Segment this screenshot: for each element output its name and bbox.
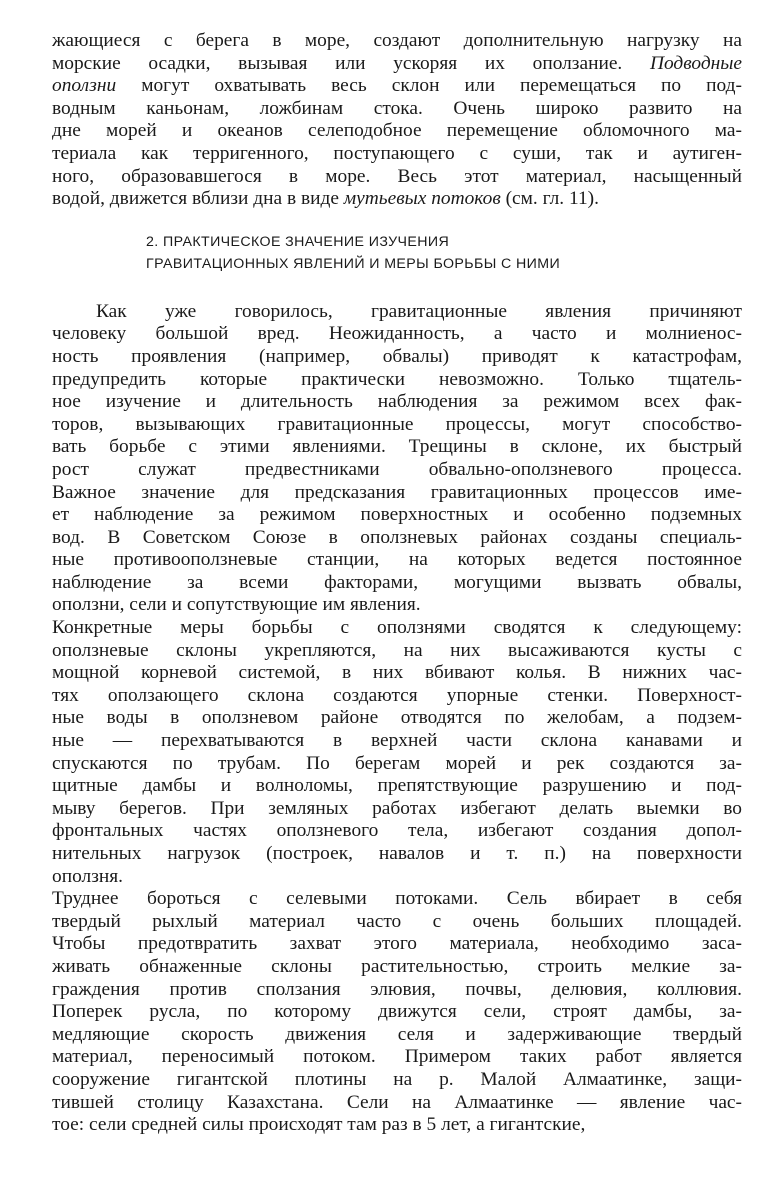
text-line (52, 120, 742, 143)
italic-term: оползни (52, 75, 117, 97)
text-line (52, 369, 742, 392)
text-line (52, 166, 742, 189)
text-line (52, 572, 742, 595)
text-run: тях оползающего склона создаются упорные стенки. Поверхност- (52, 684, 742, 706)
paragraph (52, 30, 742, 211)
text-run: Чтобы предотвратить захват этого материала, необходимо заса- (52, 933, 742, 955)
text-line (52, 436, 742, 459)
text-run: ные воды в оползневом районе отводятся по желобам, а подзем- (52, 707, 742, 729)
paragraph (52, 617, 742, 888)
text-run: человеку большой вред. Неожиданность, а часто и молниенос- (52, 323, 742, 345)
text-run: медляющие скорость движения селя и задерживающие твердый (52, 1023, 742, 1045)
text-run: ные противооползневые станции, на которых ведется постоянное (52, 549, 742, 571)
text-line (52, 662, 742, 685)
text-run: сооружение гигантской плотины на р. Малой Алмаатинке, защи- (52, 1068, 742, 1090)
text-line (52, 1069, 742, 1092)
text-line (52, 685, 742, 708)
text-run: твердый рыхлый материал часто с очень больших площадей. (52, 910, 742, 932)
text-run: вать борьбе с этими явлениями. Трещины в склоне, их быстрый (52, 436, 742, 458)
text-run: ное изучение и длительность наблюдения за режимом всех фак- (52, 391, 742, 413)
text-run: тившей столицу Казахстана. Сели на Алмаатинке — явление час- (52, 1091, 742, 1113)
italic-term: мутьевых потоков (343, 188, 501, 210)
text-line (52, 53, 742, 76)
text-line (52, 843, 742, 866)
text-run: водой, движется вблизи дна в виде (52, 188, 344, 210)
text-run: наблюдение за всеми факторами, могущими вызвать обвалы, (52, 571, 742, 593)
text-line (52, 979, 742, 1002)
text-line (52, 391, 742, 414)
text-line (52, 143, 742, 166)
text-run: фронтальных частях оползневого тела, избегают создания допол- (52, 820, 742, 842)
text-run: морские осадки, вызывая или ускоряя их оползание. (52, 52, 650, 74)
text-run: спускаются по трубам. По берегам морей и рек создаются за- (52, 752, 742, 774)
text-line (52, 798, 742, 821)
text-run: оползня. (52, 865, 123, 887)
text-run: ные — перехватываются в верхней части склона канавами и (52, 730, 742, 752)
text-line (52, 482, 742, 505)
italic-term: Подводные (649, 52, 742, 74)
text-line (52, 188, 742, 211)
text-run: материал, переносимый потоком. Примером таких работ является (52, 1046, 742, 1068)
text-line (52, 549, 742, 572)
text-run: оползни, сели и сопутствующие им явления. (52, 594, 421, 616)
text-line (52, 1092, 742, 1115)
text-line (52, 866, 742, 889)
text-run: торов, вызывающих гравитационные процессы, могут способство- (52, 413, 742, 435)
text-line (52, 594, 742, 617)
text-run: граждения против сползания элювия, почвы, делювия, коллювия. (52, 978, 742, 1000)
text-run: дне морей и океанов селеподобное перемещение обломочного ма- (52, 120, 742, 142)
text-run: живать обнаженные склоны растительностью, строить мелкие за- (52, 955, 742, 977)
text-line (52, 75, 742, 98)
text-line (52, 30, 742, 53)
text-line (52, 617, 742, 640)
text-line (52, 933, 742, 956)
text-run: предупредить которые практически невозможно. Только тщатель- (52, 368, 742, 390)
text-block-main (52, 301, 742, 1137)
text-run: Поперек русла, по которому движутся сели, строят дамбы, за- (52, 1001, 742, 1023)
text-run: Труднее бороться с селевыми потоками. Сель вбирает в себя (52, 888, 742, 910)
text-run: мыву берегов. При земляных работах избегают делать выемки во (52, 797, 742, 819)
text-line (52, 1001, 742, 1024)
text-line (52, 775, 742, 798)
text-line (52, 414, 742, 437)
section-heading-line-2: ГРАВИТАЦИОННЫХ ЯВЛЕНИЙ И МЕРЫ БОРЬБЫ С НИМИ (146, 255, 561, 272)
text-run: оползневые склоны укрепляются, на них высаживаются кусты с (52, 639, 742, 661)
text-line (52, 346, 742, 369)
text-line (52, 956, 742, 979)
text-line (52, 888, 742, 911)
text-line (52, 730, 742, 753)
paragraph (52, 301, 742, 617)
text-line (52, 1024, 742, 1047)
text-run: ет наблюдение за режимом поверхностных и особенно подземных (52, 504, 742, 526)
text-line (52, 527, 742, 550)
text-run: мощной корневой системой, в них вбивают колья. В нижних час- (52, 662, 742, 684)
text-line (52, 98, 742, 121)
text-run: Важное значение для предсказания гравитационных процессов име- (52, 481, 742, 503)
text-run: (см. гл. 11). (500, 188, 599, 210)
text-line (52, 1114, 742, 1137)
text-block-intro (52, 30, 742, 211)
text-run: Как уже говорилось, гравитационные явления причиняют (96, 300, 742, 322)
text-line (52, 1046, 742, 1069)
text-run: ность проявления (например, обвалы) приводят к катастрофам, (52, 345, 742, 367)
text-run: вод. В Советском Союзе в оползневых районах созданы специаль- (52, 526, 742, 548)
text-run: нительных нагрузок (построек, навалов и т. п.) на поверхности (52, 843, 742, 864)
text-line (52, 640, 742, 663)
text-line (52, 504, 742, 527)
text-run: могут охватывать весь склон или перемещаться по под- (116, 75, 742, 97)
text-run: тое: сели средней силы происходят там раз в 5 лет, а гигантские, (52, 1114, 586, 1136)
text-run: водным каньонам, ложбинам стока. Очень широко развито на (52, 97, 742, 119)
text-run: териала как терригенного, поступающего с суши, так и аутиген- (52, 142, 742, 164)
paragraph (52, 888, 742, 1137)
text-run: жающиеся с берега в море, создают дополнительную нагрузку на (52, 30, 742, 51)
text-run: ного, образовавшегося в море. Весь этот материал, насыщенный (52, 165, 742, 187)
section-heading (52, 231, 742, 275)
text-line (52, 820, 742, 843)
document-page (52, 30, 742, 1137)
text-run: щитные дамбы и волноломы, препятствующие разрушению и под- (52, 775, 742, 797)
text-line (52, 911, 742, 934)
text-line (52, 459, 742, 482)
text-line (52, 753, 742, 776)
text-run: рост служат предвестниками обвально-оползневого процесса. (52, 458, 742, 480)
text-line (52, 707, 742, 730)
text-run: Конкретные меры борьбы с оползнями сводятся к следующему: (52, 617, 742, 639)
text-line (52, 323, 742, 346)
section-heading-line-1: 2. ПРАКТИЧЕСКОЕ ЗНАЧЕНИЕ ИЗУЧЕНИЯ (146, 233, 450, 250)
text-line (52, 301, 742, 324)
